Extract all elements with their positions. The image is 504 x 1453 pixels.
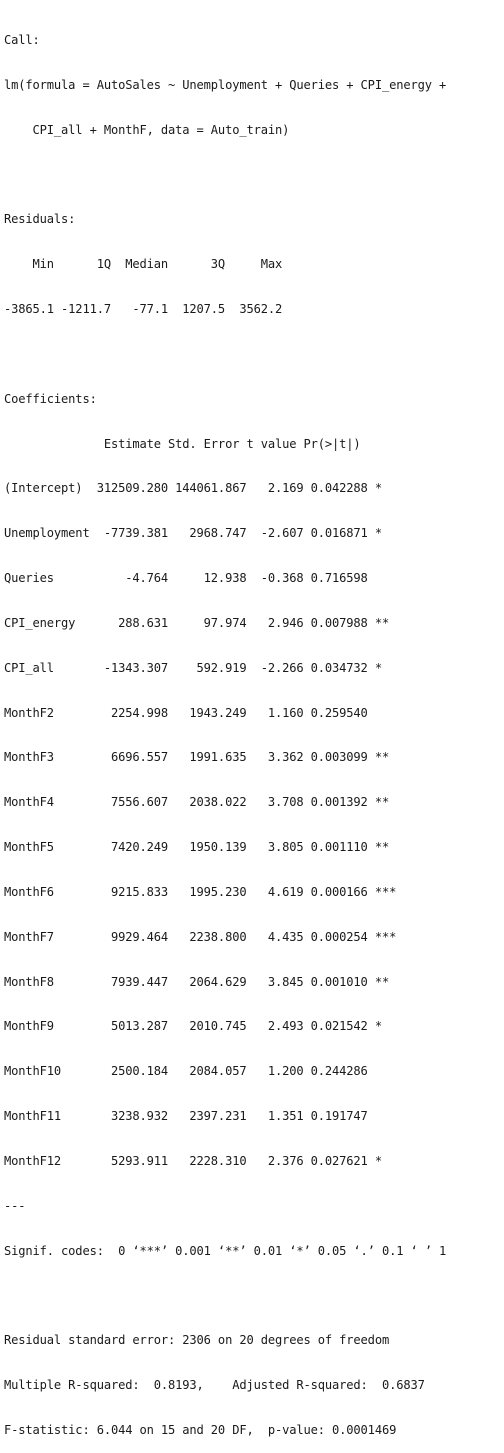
residuals-values: -3865.1 -1211.7 -77.1 1207.5 3562.2	[4, 301, 290, 316]
blank-line	[4, 347, 504, 362]
coefficient-row: MonthF12 5293.911 2228.310 2.376 0.027621 *	[4, 1154, 397, 1168]
coefficient-row: Queries -4.764 12.938 -0.368 0.716598	[4, 571, 397, 586]
residual-std-error: Residual standard error: 2306 on 20 degrees of freedom	[4, 1333, 390, 1348]
coefficients-columns: Estimate Std. Error t value Pr(>|t|)	[4, 436, 390, 451]
signif-codes: Signif. codes: 0 ‘***’ 0.001 ‘**’ 0.01 ‘*’ 0.05 ‘.’ 0.1 ‘ ’ 1	[4, 1243, 447, 1258]
coefficient-row: MonthF4 7556.607 2038.022 3.708 0.001392 **	[4, 795, 397, 810]
coefficient-row: MonthF11 3238.932 2397.231 1.351 0.191747	[4, 1109, 397, 1124]
coefficient-row: MonthF3 6696.557 1991.635 3.362 0.003099 **	[4, 750, 397, 765]
f-statistic: F-statistic: 6.044 on 15 and 20 DF, p-value: 0.0001469	[4, 1423, 397, 1438]
coefficient-row: MonthF7 9929.464 2238.800 4.435 0.000254 ***	[4, 929, 397, 944]
coefficient-row: CPI_energy 288.631 97.974 2.946 0.007988 **	[4, 615, 397, 630]
r-console-output	[4, 3, 504, 1453]
coefficient-row: MonthF9 5013.287 2010.745 2.493 0.021542 *	[4, 1019, 397, 1034]
call-line-1: lm(formula = AutoSales ~ Unemployment + Queries + CPI_energy +	[4, 77, 454, 92]
separator: ---	[4, 1198, 26, 1213]
coefficients-header: Coefficients:	[4, 391, 97, 406]
coefficient-row: CPI_all -1343.307 592.919 -2.266 0.034732 *	[4, 660, 397, 675]
coefficient-row: MonthF8 7939.447 2064.629 3.845 0.001010 **	[4, 974, 397, 989]
call-line-2: CPI_all + MonthF, data = Auto_train)	[4, 122, 290, 137]
coefficient-row: MonthF2 2254.998 1943.249 1.160 0.259540	[4, 705, 397, 720]
blank-line	[4, 167, 504, 182]
r-squared: Multiple R-squared: 0.8193, Adjusted R-squared: 0.6837	[4, 1378, 432, 1393]
residuals-header: Residuals:	[4, 212, 76, 227]
coefficient-row: Unemployment -7739.381 2968.747 -2.607 0.016871 *	[4, 526, 397, 541]
coefficient-row: MonthF5 7420.249 1950.139 3.805 0.001110 **	[4, 840, 397, 855]
blank-line	[4, 1289, 504, 1304]
coefficient-row: MonthF6 9215.833 1995.230 4.619 0.000166 ***	[4, 884, 397, 899]
coefficient-row: (Intercept) 312509.280 144061.867 2.169 0.042288 *	[4, 481, 397, 496]
coefficient-row: MonthF10 2500.184 2084.057 1.200 0.244286	[4, 1064, 397, 1079]
call-header: Call:	[4, 32, 40, 47]
residuals-labels: Min 1Q Median 3Q Max	[4, 257, 290, 272]
